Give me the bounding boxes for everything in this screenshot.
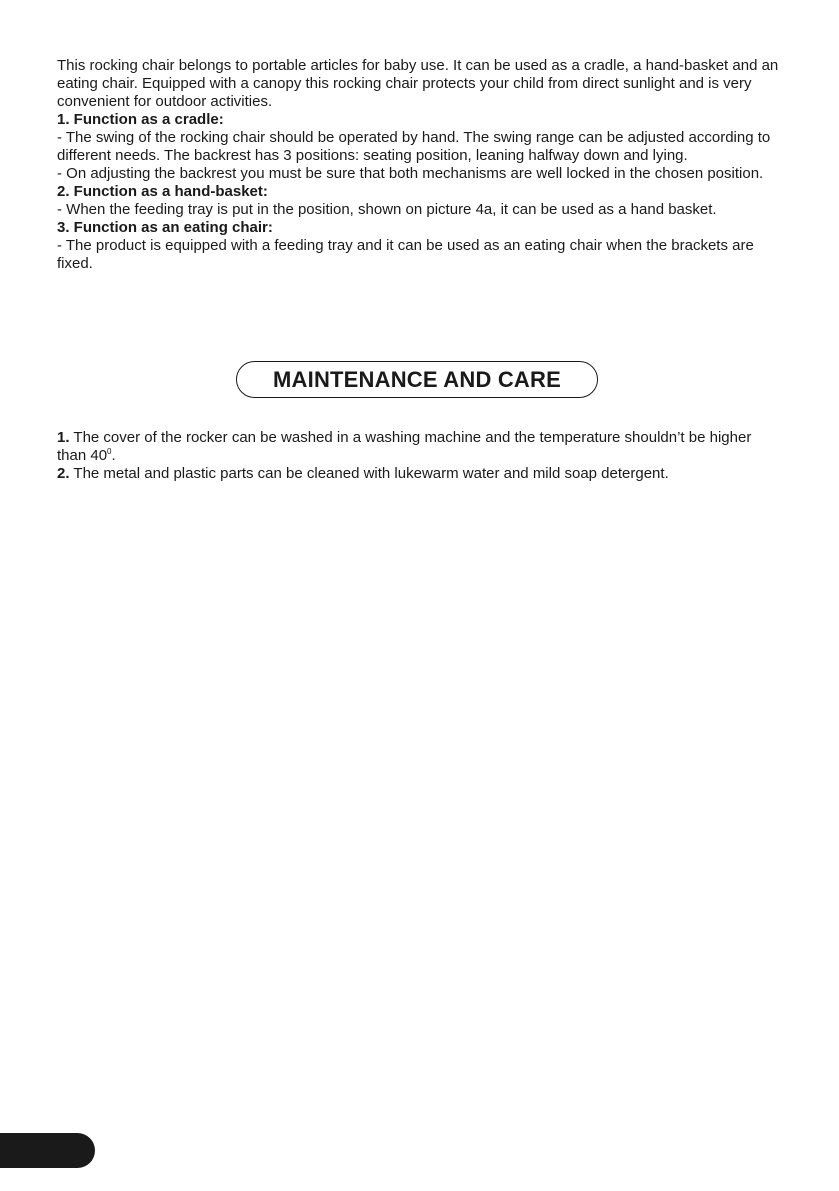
- care-instructions: [57, 429, 779, 483]
- function-chair-heading: 3. Function as an eating chair:: [57, 219, 273, 236]
- intro-paragraph: This rocking chair belongs to portable articles for baby use. It can be used as a cradle, a hand-basket and an eating chair. Equipped with a canopy this rocking chair protects your child from direct sunlight and is very convenient for outdoor activities.: [57, 57, 779, 110]
- function-cradle-heading: 1. Function as a cradle:: [57, 111, 224, 128]
- function-basket-heading: 2. Function as a hand-basket:: [57, 183, 268, 200]
- care-item-number: 2.: [57, 465, 70, 482]
- function-chair-text: - The product is equipped with a feeding tray and it can be used as an eating chair when the brackets are fixed.: [57, 237, 754, 272]
- section-title-banner: [236, 361, 598, 398]
- function-cradle-text-2: - On adjusting the backrest you must be sure that both mechanisms are well locked in the chosen position.: [57, 165, 764, 182]
- function-cradle-text-1: - The swing of the rocking chair should be operated by hand. The swing range can be adjusted according to different needs. The backrest has 3 positions: seating position, leaning halfway down and lying.: [57, 129, 771, 164]
- instructions-text: [57, 57, 779, 273]
- care-item-text: The metal and plastic parts can be cleaned with lukewarm water and mild soap detergent.: [69, 465, 669, 482]
- care-item-text: The cover of the rocker can be washed in a washing machine and the temperature shouldn’t be higher than 40: [57, 429, 752, 464]
- care-item-number: 1.: [57, 429, 70, 446]
- page-number-tab: [0, 1133, 95, 1168]
- degree-superscript: 0: [107, 447, 112, 456]
- care-item: [57, 465, 779, 483]
- care-item: [57, 429, 779, 465]
- section-title: MAINTENANCE AND CARE: [273, 366, 561, 392]
- care-item-suffix: .: [111, 447, 116, 464]
- function-basket-text: - When the feeding tray is put in the position, shown on picture 4a, it can be used as a hand basket.: [57, 201, 717, 218]
